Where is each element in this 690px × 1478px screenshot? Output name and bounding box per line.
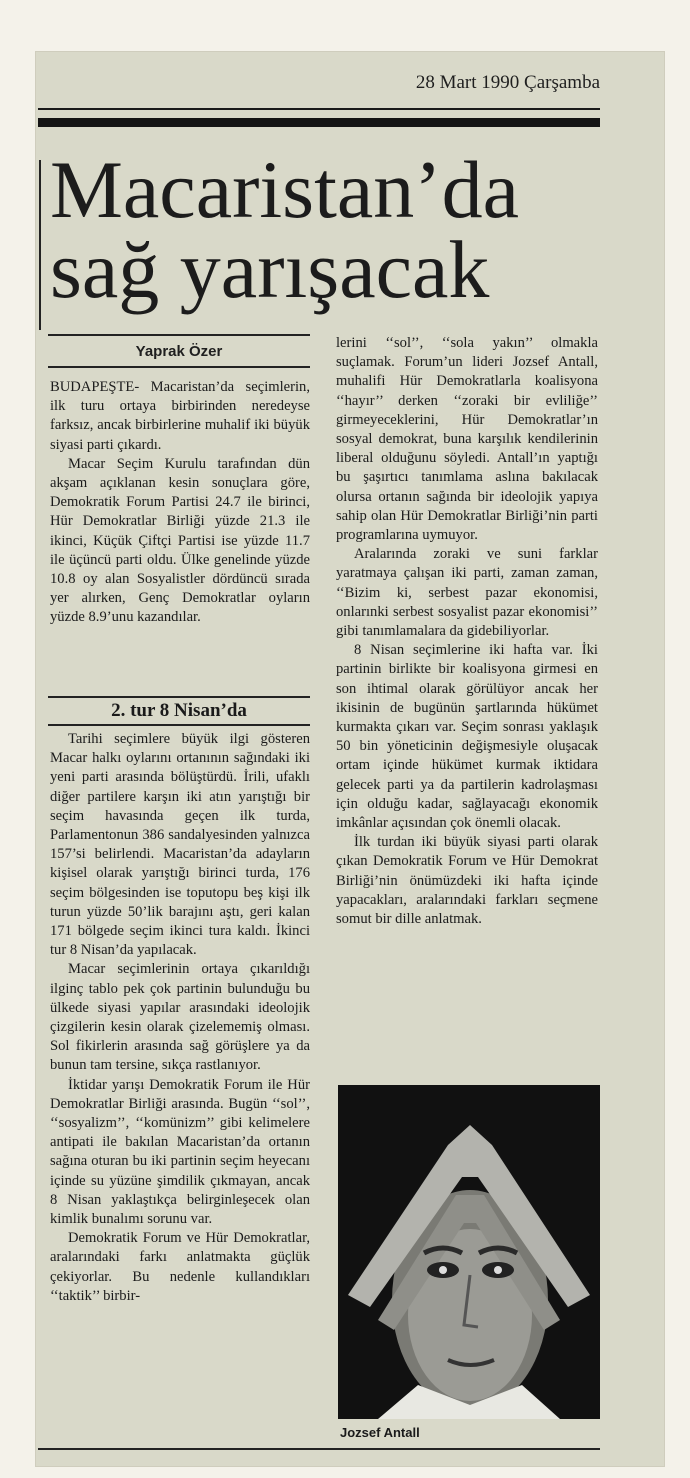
headline xyxy=(50,144,610,315)
byline-rule-top xyxy=(48,334,310,336)
paragraph: lerini ‘‘sol’’, ‘‘sola yakın’’ olmakla suçlamak. Forum’un lideri Jozsef Antall, muhalifi Hür Demokratlarla koalisyona ‘‘hayır’’ derken ‘‘zoraki bir evliliğe’’ girmeyeceklerini, Hür Demokratlar’ın sosyal demokrat, buna karşılık kendilerinin liberal olduğunu söyledi. Antall’ın yaptığı bu şaşırtıcı tanımlama aslına bakılacak olursa ortanın sağında bir ideolojik yapıya sahip olan Hür Demokratlar Birliği’nin parti programlarına uymuyor. xyxy=(336,335,598,544)
paragraph: İktidar yarışı Demokratik Forum ile Hür Demokratlar Birliği arasında. Bugün ‘‘sol’’, ‘‘sosyalizm’’, ‘‘komünizm’’ gibi kelimelere antipati ile bakılan Macaristan’da ortanın sağına oturan bu iki partinin seçim heyecanı içinde su yüzüne şimdilik çıkmayan, ancak 8 Nisan yaklaştıkça belirginleşecek olan kimlik bunalımı sorunu var. xyxy=(50,1076,310,1228)
bottom-rule xyxy=(38,1448,600,1450)
headline-line-2: sağ yarışacak xyxy=(50,224,490,315)
paragraph: BUDAPEŞTE- Macaristan’da seçimlerin, ilk turu ortaya birbirinden neredeyse farksız, ancak birbirlerine muhalif iki büyük siyasi parti çıkardı. xyxy=(50,379,310,453)
photo-caption: Jozsef Antall xyxy=(340,1425,420,1440)
subheading-rule-bottom xyxy=(48,724,310,726)
paragraph: Tarihi seçimlere büyük ilgi gösteren Macar halkı oylarını ortanının sağındaki iki yeni parti arasında bölüştürdü. İrili, ufaklı diğer partilere karşın iki atın yarıştığı bir seçim havasında geçen ilk turda, Parlamentonun 386 sandalyesinden yalnızca 157’si belirlendi. Macaristan’da adayların kişisel olarak yarıştığı birinci turda, 176 seçim bölgesinden ise toputopu beş kişi ilk turun yüzde 50’lik barajını aştı, geri kalan 171 bölgede seçim ikinci tura kaldı. İkinci tur 8 Nisan’da yapılacak. xyxy=(50,731,310,959)
paragraph: Macar Seçim Kurulu tarafından dün akşam açıklanan kesin sonuçlara göre, Demokratik Forum Partisi 24.7 ile birinci, Hür Demokratlar Birliği yüzde 21.3 ile ikinci, Küçük Çiftçi Partisi ise yüzde 11.7 ile üçüncü parti oldu. Ülke genelinde yüzde 10.8 oy alan Sosyalistler dördüncü sırada yer alırken, Genç Demokratlar oyların yüzde 8.9’unu kazandılar. xyxy=(50,455,310,626)
headline-line-1: Macaristan’da xyxy=(50,144,519,235)
byline: Yaprak Özer xyxy=(135,343,223,360)
article-column-1-top xyxy=(50,378,310,628)
headline-side-rule xyxy=(39,160,41,330)
article-column-2 xyxy=(336,334,598,929)
subheading-rule-top xyxy=(48,696,310,698)
header-rule-thin xyxy=(38,108,600,110)
paragraph: İlk turdan iki büyük siyasi parti olarak çıkan Demokratik Forum ve Hür Demokrat Birliği’nin önümüzdeki iki hafta içinde yapacakları, aralarındaki farkları seçmene somut bir dille anlatmak. xyxy=(336,834,598,928)
paragraph: Macar seçimlerinin ortaya çıkarıldığı ilginç tablo pek çok partinin bulunduğu bu ülkede siyasi yapılar arasındaki ideolojik çizgilerin kesin olarak çizelememiş olması. Sol fikirlerin arasında sağ görüşlere ya da bunun tam tersine, sıkça rastlanıyor. xyxy=(50,961,310,1074)
article-column-1-bottom xyxy=(50,730,310,1306)
byline-rule-bottom xyxy=(48,366,310,368)
paragraph: 8 Nisan seçimlerine iki hafta var. İki partinin birlikte bir koalisyona girmesi en son ihtimal olarak görülüyor ancak her ikisinin de bugünün şartlarında hükümet kurmakta çıkarı var. Seçim sonrası yaklaşık 50 bin yöneticinin değişmesiyle oluşacak ortam içinde hükümet kurmak iktidara gelecek parti ya da partilerin kadrolaşması için olduğu kadar, sağlayacağı ekonomik imkânlar açısından çok önemli olacak. xyxy=(336,642,598,832)
paragraph: Demokratik Forum ve Hür Demokratlar, aralarındaki farkı anlatmakta güçlük çekiyorlar. Bu nedenle kullandıkları ‘‘taktik’’ birbir- xyxy=(50,1230,310,1304)
portrait-illustration xyxy=(338,1085,600,1419)
portrait-photo-icon xyxy=(338,1085,600,1419)
dateline: 28 Mart 1990 Çarşamba xyxy=(415,72,600,93)
header-rule-thick xyxy=(38,118,600,127)
paragraph: Aralarında zoraki ve suni farklar yaratmaya çalışan iki parti, zaman zaman, ‘‘Bizim ki, serbest pazar ekonomisi, onlarınki serbest sosyalist pazar ekonomisi’’ gibi tanımlamalara da gidebiliyorlar. xyxy=(336,546,598,640)
subheading: 2. tur 8 Nisan’da xyxy=(111,700,247,721)
